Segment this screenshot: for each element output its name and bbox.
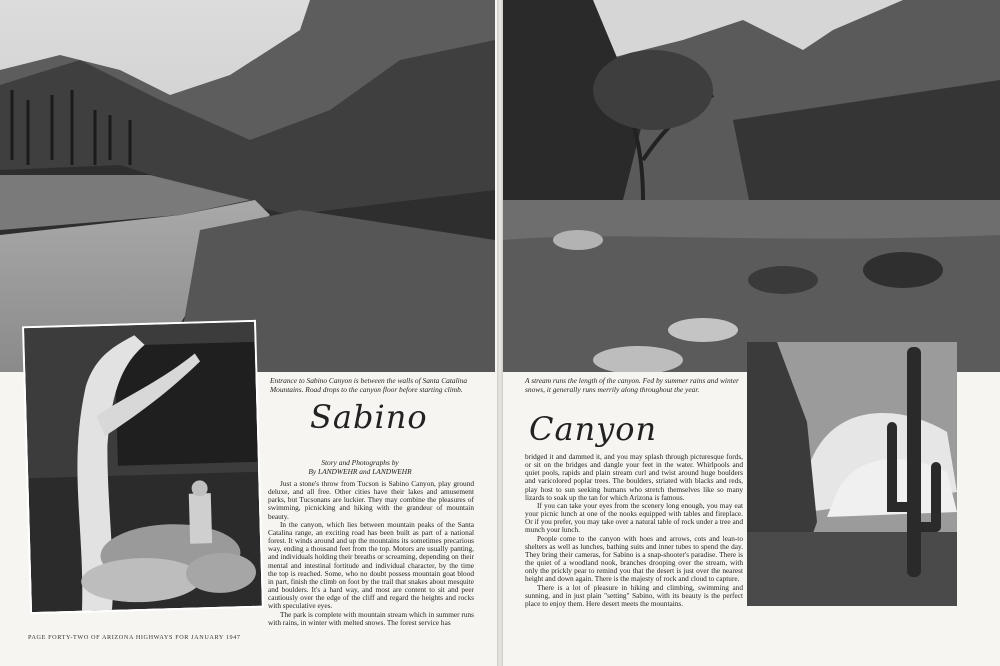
byline-line-2: By LANDWEHR and LANDWEHR (308, 467, 412, 476)
paragraph: In the canyon, which lies between mountain peaks of the Santa Catalina range, an exciting road has been built as part of a national forest. It winds around and up the mountains its sometimes precarious way, ending a thousand feet from the top. Motors are usually panting, and individuals holding their breaths or screaming, depending on their mental and intestinal fortitude and individual character, by the time the top is reached. Some, who no doubt possess mountain goat blood in part, finish the climb on foot by the trail that snakes about mesquite and boulders. It's a hard way, and most are content to sit and peer cautiously over the edge of the cliff and regard the heights and rocks with speculative eyes. (268, 519, 474, 611)
paragraph: The park is complete with mountain stream which in summer runs with rains, in winter with melted snows. The forest service has (268, 609, 474, 627)
article-column-2 (525, 453, 743, 608)
saguaro-photo (747, 342, 957, 606)
paragraph: Just a stone's throw from Tucson is Sabino Canyon, play ground deluxe, and all free. Other cities have their lakes and amusement parks, but Tucsonans are luckier. They may combine the pleasures of swimming, picnicking and hiking with the grandeur of mountain beauty. (268, 479, 474, 521)
paragraph: bridged it and dammed it, and you may splash through picturesque fords, or sit on the bridges and dangle your feet in the water. Whirlpools and quiet pools, rapids and plain stream curl and twist around huge boulders and varicolored poplar trees. The boulders, striated with blacks and reds, play host to sun seeking humans who stretch themselves like so many lizards to soak up the tan for which Arizona is famous. (525, 452, 743, 502)
right-page (503, 0, 1000, 666)
title-left-text: Sabino (310, 398, 428, 436)
byline-line-1: Story and Photographs by (321, 458, 399, 467)
paragraph: If you can take your eyes from the scenery long enough, you may eat your picnic lunch at one of the nooks equipped with tables and fireplace. Or if you prefer, you may take over a natural table of rock under a tree and munch your lunch. (525, 500, 743, 535)
stream-photo (503, 0, 1000, 372)
title-right-text: Canyon (529, 410, 658, 448)
paragraph: There is a lot of pleasure in hiking and climbing, swimming and sunning, and in just plain "setting" Sabino, with its beauty is the perfect place to enjoy them. Here desert meets the mountains. (525, 582, 743, 608)
road-photo (0, 0, 495, 372)
title-left-word (310, 398, 428, 436)
sycamore-photo (22, 320, 264, 614)
left-page (0, 0, 497, 666)
paragraph: People come to the canyon with hoes and arrows, cots and lean-to shelters as well as lunches, bathing suits and inner tubes to spend the day. They bring their cameras, for Sabino is a snap-shooter's paradise. There is the quiet of a woodland nook, branches drooping over the stream, with only the prickly pear to remind you that the desert is just over the nearest height and down again. There is the majesty of rock and cloud to capture. (525, 533, 743, 584)
byline (300, 458, 420, 476)
stream-photo-caption: A stream runs the length of the canyon. Fed by summer rains and winter snows, it generally runs merrily along throughout the year. (525, 376, 739, 394)
page-footer: PAGE FORTY-TWO OF ARIZONA HIGHWAYS FOR JANUARY 1947 (28, 634, 241, 641)
article-column-1 (268, 480, 474, 627)
title-right-word (529, 410, 657, 448)
road-photo-caption: Entrance to Sabino Canyon is between the walls of Santa Catalina Mountains. Road drops to the canyon floor before starting climb. (270, 376, 468, 394)
